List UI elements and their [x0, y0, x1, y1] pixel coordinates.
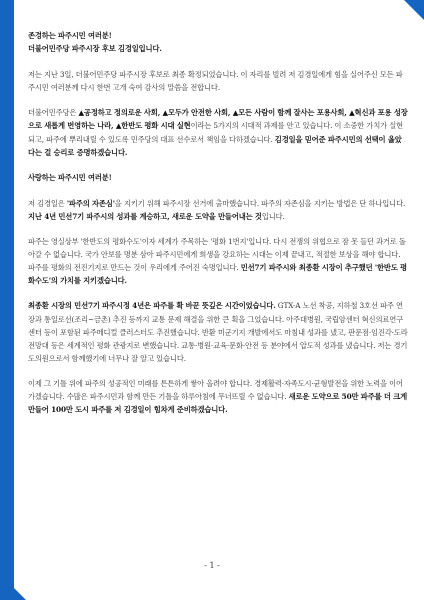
- continue-achievements: 지난 4년 민선7기 파주시의 성과를 계승하고, 새로운 도약을 만들어내는 것: [28, 211, 262, 221]
- million-city-pledge: 새로운 도약으로 50만 파주를 더 크게 만들어 100만 도시 파주를 저 김경일이 힘차게 준비하겠습니다.: [28, 391, 407, 415]
- top-right-corner-accent: [404, 0, 424, 20]
- letter-header: [28, 29, 408, 55]
- paragraph-thanks: 저는 지난 3일, 더불어민주당 파주시장 후보로 최종 확정되었습니다. 이 자리를 빌려 저 김경일에게 힘을 실어주신 모든 파주시민 여러분께 다시 한번 고개 숙여 감사의 말씀을 전합니다.: [28, 70, 403, 93]
- greeting-esteemed: 존경하는 파주시민 여러분!: [28, 31, 112, 40]
- paragraph-party-values: [28, 106, 408, 158]
- paragraph-pride-text-1: 저 김경일은: [28, 198, 67, 208]
- paragraph-party-values-text-1: 더불어민주당은: [28, 108, 79, 118]
- paragraph-future-text: 이제 그 기틀 위에 파주의 성공적인 미래를 튼튼하게 쌓아 올려야 합니다. 경제활력·자족도시·균형발전을 위한 노력을 이어가겠습니다. 수많은 파주시민과 함께 만든 기틀을 하루아침에 무너뜨릴 수 없습니다.: [28, 378, 403, 401]
- peace-capital-pledge: 민선7기 파주시와 최종환 시장이 추구했던 '한반도 평화수도'의 가치를 지키겠습니다.: [28, 263, 407, 286]
- paragraph-pride-text-2: 을 지키기 위해 파주시장 선거에 출마했습니다. 파주의 자존심을 지키는 방법은 단 하나입니다.: [114, 198, 406, 208]
- greeting-beloved: 사랑하는 파주시민 여러분!: [28, 172, 112, 182]
- pride-of-paju: '파주의 자존심': [66, 198, 115, 208]
- seventh-term-headline: 최종환 시장의 민선7기 파주시정 4년은 파주를 확 바꾼 뜻깊은 시간이었습니다.: [28, 301, 276, 311]
- paragraph-pride-text-3: 입니다.: [261, 211, 285, 221]
- page-number: - 1 -: [204, 561, 220, 570]
- paragraph-pride: [28, 197, 408, 223]
- letter-body: [28, 29, 408, 428]
- victory-pledge: 김경일을 믿어준 파주시민의 선택이 옳았다는 걸 승리로 증명하겠습니다.: [28, 134, 402, 157]
- party-five-tasks: ▲공정하고 정의로운 사회, ▲모두가 안전한 사회, ▲모든 사람이 함께 잘사는 포용사회, ▲혁신과 포용 성장으로 새롭게 번영하는 나라, ▲한반도 평화 시대 실현: [28, 108, 408, 131]
- paragraph-peace-capital: [28, 235, 408, 287]
- paragraph-future: [28, 377, 408, 416]
- paragraph-party-values-text-2: 이라는 5가지의 시대적 과제를 안고 있습니다. 이 소중한 가치가 실현되고, 파주에 뿌리내릴 수 있도록 민주당의 대표 선수로서 책임을 다하겠습니다.: [28, 121, 404, 144]
- paragraph-seventh-term-text: GTX-A 노선 착공, 지하철 3호선 파주 연장과 통일로선(조리~금촌) 추진 등까지 교통 문제 해결을 위한 큰 획을 그었습니다. 아주대병원, 국립암센터 혁신의료연구센터 등이 포함된 파주메디컬 클러스터도 추진했습니다. 반환 미군기지 개발에서도 마침내 성과를 냈고, 판문점·임진각·도라전망대 등은 세계적인 평화 관광지로 변했습니다. 교통·병원·교육·문화·안전 등 분야에서 압도적 성과를 냈습니다. 저는 경기도의원으로서 함께했기에 너무나 잘 알고 있습니다.: [28, 301, 408, 363]
- intro-title: 더불어민주당 파주시장 후보 김경일입니다.: [28, 44, 162, 54]
- greeting-beloved-block: [28, 171, 408, 184]
- paragraph-seventh-term: [28, 299, 408, 364]
- left-accent-bar: [0, 0, 14, 600]
- paragraph-peace-text: 파주는 영실상부 '한반도의 평화수도'이자 세계가 주목하는 '평화 1번지'입니다. 다시 전쟁의 위협으로 잠 못 들던 과거로 돌아갈 수 없습니다. 국가 안보를 명분 삼아 파주시민에게 희생을 강요하는 시대는 이제 끝내고, 적절한 보상을 해야 합니다. 파주를 평화의 전진기지로 만드는 것이 우리에게 주어진 숙명입니다.: [28, 237, 406, 273]
- bottom-left-corner-accent: [0, 574, 26, 600]
